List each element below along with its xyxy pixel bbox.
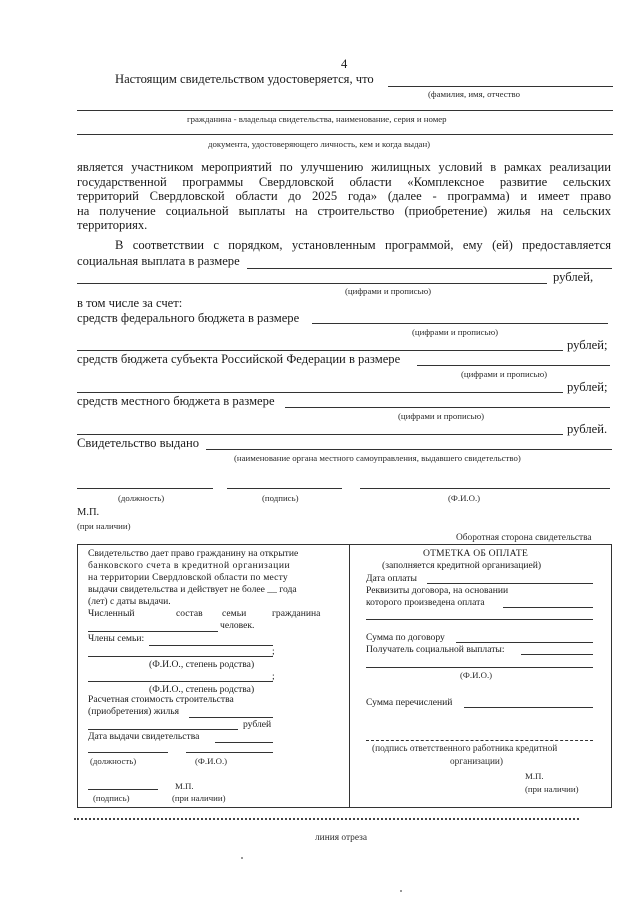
contract-sum-label: Сумма по договору — [366, 632, 445, 643]
federal-budget-label: средств федерального бюджета в размере — [77, 311, 300, 325]
left-intro-line: банковского счета в кредитной организации — [88, 560, 291, 571]
left-intro-line: выдачи свидетельства и действует не более __ года — [88, 584, 297, 595]
right-stamp-mp: М.П. — [525, 771, 544, 781]
paragraph-line: государственной программы Свердловской области «Комплексное развитие сельских — [77, 174, 611, 189]
federal-line2[interactable] — [77, 350, 563, 351]
caption-amount: (цифрами и прописью) — [461, 369, 548, 379]
bank-signer-caption: организации) — [450, 757, 504, 767]
caption-organ: (наименование органа местного самоуправления, выдавшего свидетельство) — [234, 453, 521, 463]
caption-amount: (цифрами и прописью) — [345, 286, 432, 296]
signature-line[interactable] — [227, 488, 342, 489]
family-word: состав — [176, 608, 203, 619]
rubles-label: рублей — [243, 719, 272, 730]
fio-line[interactable] — [388, 86, 613, 87]
paragraph-line: на получение социальной выплаты на строительство (приобретение) жилья на сельских — [77, 203, 611, 218]
issued-label: Свидетельство выдано — [77, 436, 200, 450]
caption-signature: (подпись) — [93, 793, 130, 803]
caption-signature: (подпись) — [262, 493, 299, 503]
caption-position: (должность) — [90, 756, 137, 766]
left-intro-line: (лет) с даты выдачи. — [88, 596, 171, 607]
paragraph-line: территорий Свердловской области до 2025 года» (далее - программа) и имеет право — [77, 189, 611, 204]
caption-amount: (цифрами и прописью) — [398, 411, 485, 421]
family-word: Численный — [88, 608, 135, 619]
semicolon: ; — [272, 646, 275, 657]
persons-label: человек. — [220, 620, 255, 631]
transfer-sum-line[interactable] — [464, 707, 593, 708]
left-stamp-if-any: (при наличии) — [172, 793, 226, 803]
left-signature-line[interactable] — [88, 789, 158, 790]
local-line1[interactable] — [285, 407, 610, 408]
social-payment-line1[interactable] — [247, 268, 612, 269]
page-number: 4 — [341, 57, 348, 71]
reverse-side-label: Оборотная сторона свидетельства — [456, 533, 592, 543]
bank-signature-line[interactable] — [366, 740, 593, 741]
scan-speck — [241, 857, 243, 859]
document-line[interactable] — [77, 134, 613, 135]
caption-fio: (Ф.И.О.) — [448, 493, 481, 503]
federal-line1[interactable] — [312, 323, 608, 324]
stamp-mp: М.П. — [77, 507, 100, 518]
family-word: семьи — [222, 608, 247, 619]
issue-date-line3[interactable] — [186, 752, 273, 753]
paragraph-participation — [77, 160, 611, 233]
left-intro-line: на территории Свердловской области по месту — [88, 572, 288, 583]
payment-date-line[interactable] — [427, 583, 593, 584]
issue-date-line2[interactable] — [88, 752, 168, 753]
position-line[interactable] — [77, 488, 213, 489]
citizen-line[interactable] — [77, 110, 613, 111]
payment-mark-title: ОТМЕТКА ОБ ОПЛАТЕ — [423, 548, 529, 559]
members-line1[interactable] — [149, 645, 273, 646]
social-payment-label: социальная выплата в размере — [77, 254, 240, 268]
bank-signer-caption: (подпись ответственного работника кредитной — [372, 744, 558, 754]
right-stamp-if-any: (при наличии) — [525, 784, 579, 794]
contract-line1[interactable] — [503, 607, 593, 608]
members-line2[interactable] — [88, 656, 273, 657]
cut-line-label: линия отреза — [315, 833, 367, 843]
caption-document: документа, удостоверяющего личность, кем и когда выдан) — [208, 139, 431, 149]
caption-fio-relation: (Ф.И.О., степень родства) — [149, 659, 255, 670]
social-payment-line2[interactable] — [77, 283, 547, 284]
cost-line2[interactable] — [88, 729, 238, 730]
scan-speck — [400, 890, 402, 892]
paragraph-line: является участником мероприятий по улучшению жилищных условий в рамках реализации — [77, 160, 611, 174]
contract-sum-line[interactable] — [456, 642, 593, 643]
regional-budget-label: средств бюджета субъекта Российской Федерации в размере — [77, 352, 401, 366]
payment-mark-subtitle: (заполняется кредитной организацией) — [382, 560, 542, 571]
rubles-label: рублей; — [567, 380, 608, 394]
caption-position: (должность) — [118, 493, 165, 503]
left-intro-line: Свидетельство дает право гражданину на открытие — [88, 548, 299, 559]
caption-fio: (фамилия, имя, отчество — [428, 89, 520, 99]
rubles-label: рублей. — [567, 422, 608, 436]
caption-fio: (Ф.И.О.) — [195, 756, 228, 766]
caption-amount: (цифрами и прописью) — [412, 327, 499, 337]
contract-details-label: Реквизиты договора, на основании — [366, 585, 509, 596]
paragraph-line: территориях. — [77, 218, 148, 233]
issue-date-label: Дата выдачи свидетельства — [88, 731, 200, 742]
caption-citizen: гражданина - владельца свидетельства, наименование, серия и номер — [187, 114, 447, 124]
including-label: в том числе за счет: — [77, 296, 183, 310]
transfer-sum-label: Сумма перечислений — [366, 697, 453, 708]
members-line3[interactable] — [88, 681, 273, 682]
recipient-line1[interactable] — [521, 654, 593, 655]
regional-line1[interactable] — [417, 365, 610, 366]
contract-line2[interactable] — [366, 619, 593, 620]
rubles-label: рублей, — [553, 270, 594, 284]
left-stamp-mp: М.П. — [175, 781, 194, 791]
cost-label: Расчетная стоимость строительства — [88, 694, 234, 705]
regional-line2[interactable] — [77, 392, 563, 393]
payment-made-label: которого произведена оплата — [366, 597, 485, 608]
local-line2[interactable] — [77, 434, 563, 435]
recipient-label: Получатель социальной выплаты: — [366, 644, 505, 655]
intro-text: Настоящим свидетельством удостоверяется, что — [115, 72, 374, 86]
rubles-label: рублей; — [567, 338, 608, 352]
fio-sign-line[interactable] — [360, 488, 610, 489]
issue-date-line1[interactable] — [215, 742, 273, 743]
left-intro — [88, 548, 298, 608]
family-word: гражданина — [272, 608, 321, 619]
members-label: Члены семьи: — [88, 633, 145, 644]
semicolon: ; — [272, 671, 275, 682]
paragraph-line: В соответствии с порядком, установленным программой, ему (ей) предоставляется — [115, 238, 611, 252]
payment-date-label: Дата оплаты — [366, 573, 417, 584]
paragraph-accordance — [115, 238, 611, 253]
caption-fio: (Ф.И.О.) — [460, 670, 493, 680]
local-budget-label: средств местного бюджета в размере — [77, 394, 275, 408]
stamp-if-any: (при наличии) — [77, 521, 131, 531]
family-count-line[interactable] — [88, 631, 218, 632]
column-divider — [349, 544, 350, 807]
cut-line — [74, 818, 579, 820]
caption-fio-relation: (Ф.И.О., степень родства) — [149, 684, 255, 695]
recipient-line2[interactable] — [366, 667, 593, 668]
issued-line[interactable] — [206, 449, 612, 450]
cost-label: (приобретения) жилья — [88, 706, 180, 717]
cost-line1[interactable] — [189, 717, 273, 718]
